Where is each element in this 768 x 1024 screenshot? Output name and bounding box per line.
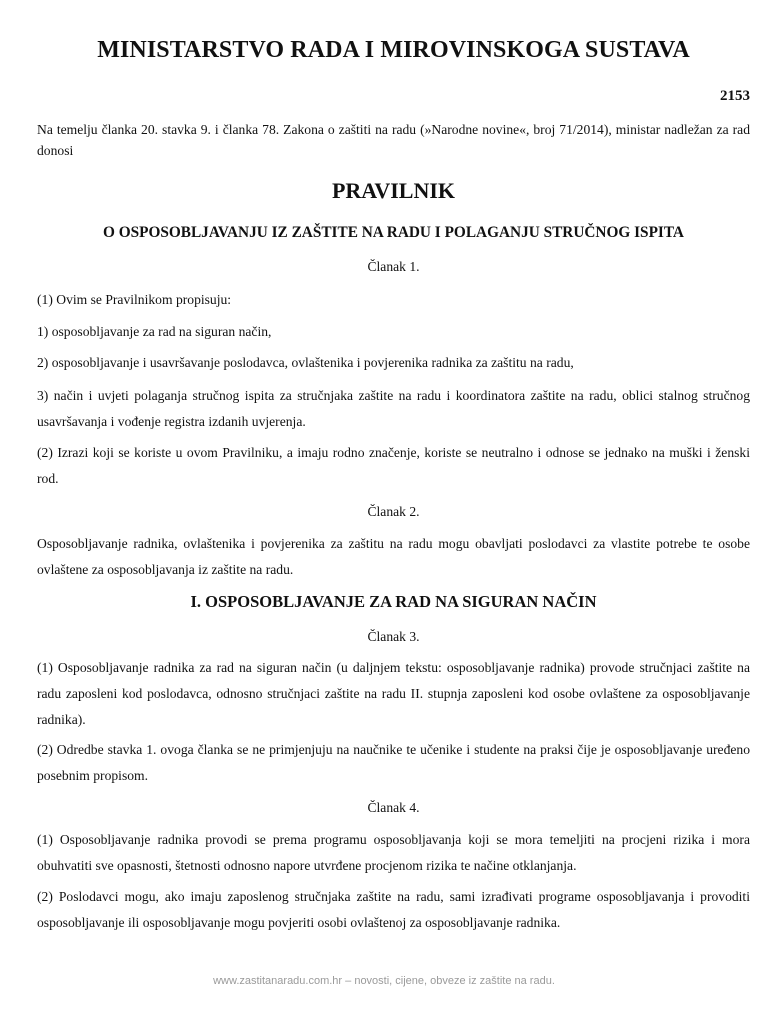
document-number: 2153	[720, 88, 750, 104]
intro-paragraph: Na temelju članka 20. stavka 9. i članka 78. Zakona o zaštiti na radu (»Narodne novine«, broj 71/2014), ministar nadležan za rad donosi	[37, 122, 750, 158]
article-4-heading: Članak 4.	[367, 800, 420, 815]
section-1-title: I. OSPOSOBLJAVANJE ZA RAD NA SIGURAN NAČIN	[190, 592, 597, 611]
article-2-heading: Članak 2.	[367, 504, 420, 519]
article-2-paragraph: Osposobljavanje radnika, ovlaštenika i povjerenika za zaštitu na radu mogu obavljati poslodavci za vlastite potrebe te osobe ovlaštene za osposobljavanja iz zaštite na radu.	[37, 536, 750, 577]
article-1-paragraph: (1) Ovim se Pravilnikom propisuju:	[37, 292, 232, 307]
document-type-title: PRAVILNIK	[331, 178, 456, 203]
ministry-title: MINISTARSTVO RADA I MIROVINSKOGA SUSTAVA	[97, 37, 690, 63]
article-4-paragraph-1: (1) Osposobljavanje radnika provodi se prema programu osposobljavanja koji se mora temeljiti na procjeni rizika i mora obuhvatiti sve opasnosti, štetnosti odnosno napore utvrđene procjenom rizika te načine otklanjanja.	[37, 832, 750, 873]
article-3-heading: Članak 3.	[367, 629, 420, 644]
document-subject-title: O OSPOSOBLJAVANJU IZ ZAŠTITE NA RADU I POLAGANJU STRUČNOG ISPITA	[103, 224, 684, 241]
article-1-item-2: 2) osposobljavanje i usavršavanje poslodavca, ovlaštenika i povjerenika radnika za zaštitu na radu,	[37, 355, 574, 370]
article-3-paragraph-1: (1) Osposobljavanje radnika za rad na siguran način (u daljnjem tekstu: osposobljavanje radnika) provode stručnjaci zaštite na radu zaposleni kod poslodavca, odnosno stručnjaci zaštite na radu II. stupnja zaposleni kod osobe ovlaštene za osposobljavanje radnika).	[37, 660, 750, 727]
article-1-item-3: 3) način i uvjeti polaganja stručnog ispita za stručnjaka zaštite na radu i koordinatora zaštite na radu, oblici stalnog stručnog usavršavanja i vođenje registra izdanih uvjerenja.	[37, 388, 750, 429]
article-1-item-1: 1) osposobljavanje za rad na siguran način,	[37, 324, 272, 339]
page-footer: www.zastitanaradu.com.hr – novosti, cijene, obveze iz zaštite na radu.	[213, 975, 555, 987]
article-1-heading: Članak 1.	[367, 259, 420, 274]
article-1-paragraph-2: (2) Izrazi koji se koriste u ovom Pravilniku, a imaju rodno značenje, koriste se neutralno i odnose se jednako na muški i ženski rod.	[37, 445, 750, 486]
article-3-paragraph-2: (2) Odredbe stavka 1. ovoga članka se ne primjenjuju na naučnike te učenike i studente na praksi čije je osposobljavanje uređeno posebnim propisom.	[37, 742, 750, 783]
article-4-paragraph-2: (2) Poslodavci mogu, ako imaju zaposlenog stručnjaka zaštite na radu, sami izrađivati programe osposobljavanja i provoditi osposobljavanje ili osposobljavanje mogu povjeriti osobi ovlaštenoj za osposobljavanje radnika.	[37, 889, 750, 930]
